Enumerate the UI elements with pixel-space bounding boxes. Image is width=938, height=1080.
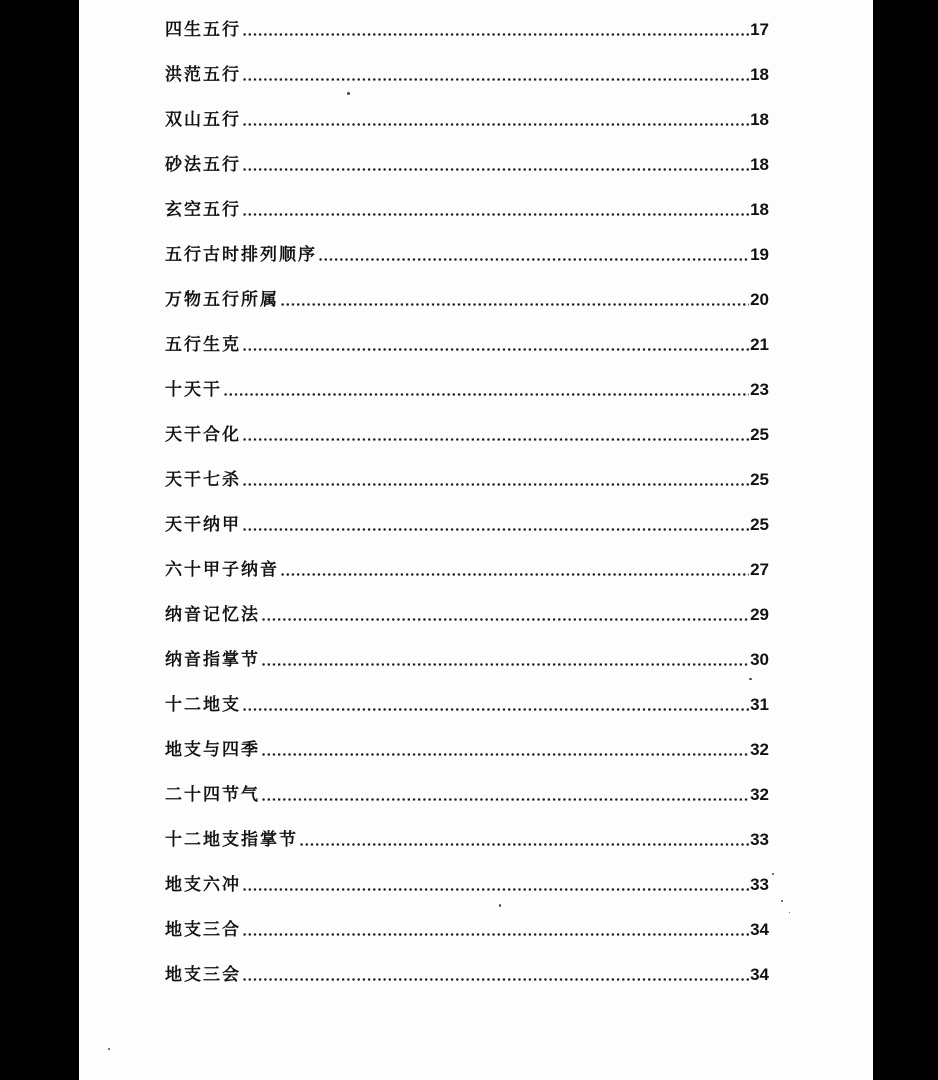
toc-dot-leader (242, 348, 749, 351)
toc-entry-title: 地支三合 (165, 920, 241, 940)
toc-entry (165, 460, 769, 505)
toc-dot-leader (242, 168, 749, 171)
toc-dot-leader (280, 303, 749, 306)
toc-entry (165, 775, 769, 820)
toc-entry-title: 地支三会 (165, 965, 241, 985)
toc-dot-leader (242, 933, 749, 936)
toc-dot-leader (299, 843, 749, 846)
toc-entry (165, 865, 769, 910)
toc-entry-page-number: 18 (750, 110, 769, 129)
toc-entry-title: 五行生克 (165, 335, 241, 355)
toc-dot-leader (242, 483, 749, 486)
toc-entry (165, 955, 769, 1000)
toc-entry-page-number: 34 (750, 965, 769, 984)
toc-entry (165, 550, 769, 595)
toc-entry (165, 10, 769, 55)
toc-dot-leader (261, 753, 749, 756)
toc-dot-leader (242, 528, 749, 531)
toc-entry-title: 砂法五行 (165, 155, 241, 175)
toc-dot-leader (223, 393, 749, 396)
toc-entry-page-number: 32 (750, 740, 769, 759)
toc-entry-page-number: 25 (750, 515, 769, 534)
toc-entry (165, 55, 769, 100)
toc-dot-leader (242, 438, 749, 441)
toc-entry-title: 天干七杀 (165, 470, 241, 490)
toc-entry-page-number: 20 (750, 290, 769, 309)
scan-speck (347, 92, 350, 95)
scan-speck (499, 904, 501, 907)
toc-dot-leader (261, 618, 749, 621)
toc-entry-page-number: 32 (750, 785, 769, 804)
toc-entry (165, 100, 769, 145)
toc-entry-page-number: 31 (750, 695, 769, 714)
toc-entry-page-number: 18 (750, 65, 769, 84)
toc-entry-title: 双山五行 (165, 110, 241, 130)
toc-entry-page-number: 29 (750, 605, 769, 624)
scan-speck (789, 912, 790, 913)
toc-entry-title: 十天干 (165, 380, 222, 400)
toc-entry (165, 235, 769, 280)
toc-dot-leader (318, 258, 749, 261)
toc-entry-title: 五行古时排列顺序 (165, 245, 317, 265)
toc-entry-title: 洪范五行 (165, 65, 241, 85)
toc-dot-leader (242, 708, 749, 711)
toc-entry-page-number: 19 (750, 245, 769, 264)
toc-entry (165, 280, 769, 325)
toc-dot-leader (242, 978, 749, 981)
toc-entry-page-number: 25 (750, 425, 769, 444)
toc-entry (165, 145, 769, 190)
toc-entry-title: 四生五行 (165, 20, 241, 40)
toc-entry-title: 地支六冲 (165, 875, 241, 895)
toc-dot-leader (242, 33, 749, 36)
toc-entry-title: 二十四节气 (165, 785, 260, 805)
toc-entry (165, 910, 769, 955)
toc-entry-page-number: 27 (750, 560, 769, 579)
toc-entry-title: 纳音记忆法 (165, 605, 260, 625)
toc-entry-title: 玄空五行 (165, 200, 241, 220)
toc-entry-page-number: 17 (750, 20, 769, 39)
toc-entry-page-number: 33 (750, 830, 769, 849)
scan-speck (108, 1048, 110, 1050)
scan-speck (749, 678, 752, 680)
toc-dot-leader (280, 573, 749, 576)
toc-entry-page-number: 33 (750, 875, 769, 894)
toc-entry-page-number: 30 (750, 650, 769, 669)
scan-speck (781, 900, 783, 902)
toc-entry-page-number: 18 (750, 200, 769, 219)
toc-entry-page-number: 18 (750, 155, 769, 174)
toc-entry (165, 190, 769, 235)
toc-entry (165, 370, 769, 415)
scanned-page (79, 0, 873, 1080)
toc-dot-leader (261, 798, 749, 801)
toc-entry-title: 地支与四季 (165, 740, 260, 760)
toc-entry-page-number: 25 (750, 470, 769, 489)
toc-entry (165, 685, 769, 730)
toc-entry-title: 十二地支指掌节 (165, 830, 298, 850)
toc-entry-title: 十二地支 (165, 695, 241, 715)
toc-entry (165, 595, 769, 640)
toc-entry-title: 六十甲子纳音 (165, 560, 279, 580)
scan-speck (772, 873, 774, 875)
toc-entry (165, 415, 769, 460)
toc-entry-title: 纳音指掌节 (165, 650, 260, 670)
toc-entry-page-number: 23 (750, 380, 769, 399)
toc-entry-title: 天干纳甲 (165, 515, 241, 535)
toc-entry (165, 325, 769, 370)
toc-entry (165, 640, 769, 685)
toc-entry (165, 730, 769, 775)
table-of-contents (165, 10, 769, 1000)
toc-dot-leader (242, 888, 749, 891)
toc-entry-page-number: 34 (750, 920, 769, 939)
toc-entry-title: 天干合化 (165, 425, 241, 445)
toc-dot-leader (261, 663, 749, 666)
toc-entry-page-number: 21 (750, 335, 769, 354)
toc-dot-leader (242, 213, 749, 216)
toc-entry-title: 万物五行所属 (165, 290, 279, 310)
toc-dot-leader (242, 123, 749, 126)
toc-entry (165, 505, 769, 550)
toc-entry (165, 820, 769, 865)
toc-dot-leader (242, 78, 749, 81)
